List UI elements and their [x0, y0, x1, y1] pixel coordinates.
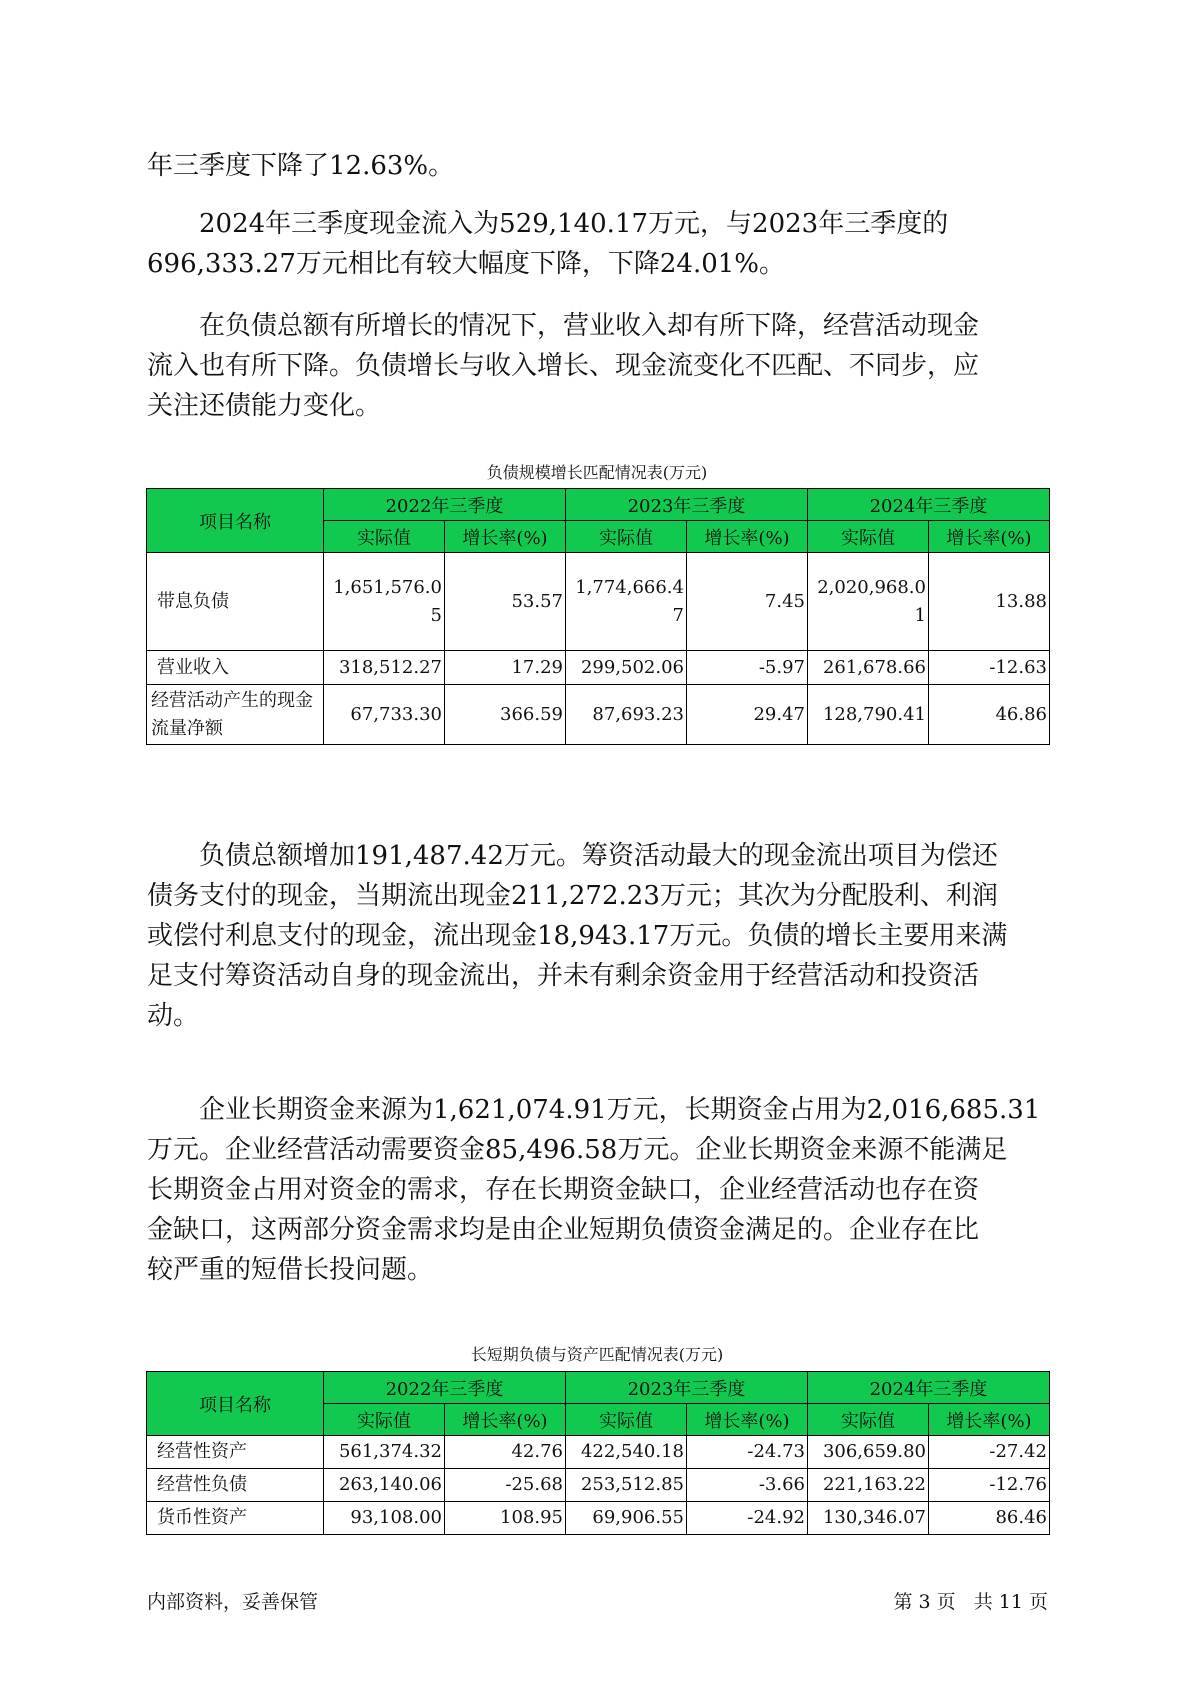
header-actual: 实际值 [566, 1404, 687, 1436]
cell-value: 87,693.23 [566, 685, 687, 745]
cell-value: 130,346.07 [808, 1502, 929, 1535]
header-period: 2022年三季度 [324, 1372, 566, 1404]
paragraph-1 [147, 146, 1047, 186]
cell-value: 2,020,968.01 [808, 553, 929, 651]
paragraph-line: 金缺口，这两部分资金需求均是由企业短期负债资金满足的。企业存在比 [147, 1215, 980, 1245]
cell-value: 108.95 [445, 1502, 566, 1535]
cell-value: 69,906.55 [566, 1502, 687, 1535]
cell-value: -24.92 [687, 1502, 808, 1535]
cell-value: -3.66 [687, 1469, 808, 1502]
debt-growth-table [146, 488, 1050, 745]
table-row [147, 685, 1050, 745]
cell-value: 261,678.66 [808, 651, 929, 685]
paragraph-line: 动。 [147, 1001, 200, 1031]
cell-value: 46.86 [929, 685, 1050, 745]
header-actual: 实际值 [566, 521, 687, 553]
page-number: 第 3 页 共 11 页 [893, 1591, 1048, 1613]
cell-value: -25.68 [445, 1469, 566, 1502]
cell-value: 128,790.41 [808, 685, 929, 745]
paragraph-4 [147, 836, 1047, 1036]
paragraph-line: 在负债总额有所增长的情况下，营业收入却有所下降，经营活动现金 [147, 311, 980, 341]
paragraph-3 [147, 306, 1047, 426]
cell-value: 67,733.30 [324, 685, 445, 745]
header-growth: 增长率(%) [445, 1404, 566, 1436]
row-name: 货币性资产 [147, 1502, 324, 1535]
header-period: 2023年三季度 [566, 489, 808, 521]
paragraph-2 [147, 204, 1047, 284]
paragraph-line: 较严重的短借长投问题。 [147, 1255, 434, 1285]
paragraph-line: 债务支付的现金，当期流出现金211,272.23万元；其次为分配股利、利润 [147, 881, 998, 911]
cell-value: 13.88 [929, 553, 1050, 651]
header-period: 2024年三季度 [808, 489, 1050, 521]
row-name: 带息负债 [147, 553, 324, 651]
paragraph-line: 万元。企业经营活动需要资金85,496.58万元。企业长期资金来源不能满足 [147, 1135, 1008, 1165]
table-row [147, 553, 1050, 651]
cell-value: -12.63 [929, 651, 1050, 685]
table-caption: 负债规模增长匹配情况表(万元) [486, 463, 708, 482]
cell-value: 299,502.06 [566, 651, 687, 685]
cell-value: 561,374.32 [324, 1436, 445, 1469]
row-name: 经营活动产生的现金流量净额 [147, 685, 324, 745]
table-row [147, 1469, 1050, 1502]
cell-value: 253,512.85 [566, 1469, 687, 1502]
footer-note: 内部资料，妥善保管 [147, 1591, 319, 1613]
cell-value: 86.46 [929, 1502, 1050, 1535]
cell-value: -24.73 [687, 1436, 808, 1469]
paragraph-5 [147, 1090, 1047, 1290]
cell-value: 263,140.06 [324, 1469, 445, 1502]
paragraph-line: 负债总额增加191,487.42万元。筹资活动最大的现金流出项目为偿还 [147, 841, 998, 871]
paragraph-line: 2024年三季度现金流入为529,140.17万元，与2023年三季度的 [147, 209, 949, 239]
header-actual: 实际值 [808, 1404, 929, 1436]
paragraph-line: 足支付筹资活动自身的现金流出，并未有剩余资金用于经营活动和投资活 [147, 961, 980, 991]
paragraph-line: 流入也有所下降。负债增长与收入增长、现金流变化不匹配、不同步，应 [147, 351, 980, 381]
cell-value: 1,774,666.47 [566, 553, 687, 651]
header-period: 2024年三季度 [808, 1372, 1050, 1404]
cell-value: 17.29 [445, 651, 566, 685]
paragraph-line: 696,333.27万元相比有较大幅度下降，下降24.01%。 [147, 249, 786, 279]
cell-value: 221,163.22 [808, 1469, 929, 1502]
table-caption: 长短期负债与资产匹配情况表(万元) [470, 1345, 724, 1364]
row-name: 经营性负债 [147, 1469, 324, 1502]
paragraph-line: 年三季度下降了12.63%。 [147, 151, 455, 181]
cell-value: -12.76 [929, 1469, 1050, 1502]
cell-value: 366.59 [445, 685, 566, 745]
cell-value: -27.42 [929, 1436, 1050, 1469]
header-growth: 增长率(%) [687, 521, 808, 553]
cell-value: 422,540.18 [566, 1436, 687, 1469]
cell-value: 53.57 [445, 553, 566, 651]
cell-value: 1,651,576.05 [324, 553, 445, 651]
header-item-name: 项目名称 [147, 1372, 324, 1436]
table-row [147, 651, 1050, 685]
table-row [147, 1436, 1050, 1469]
header-actual: 实际值 [324, 521, 445, 553]
table-row [147, 1502, 1050, 1535]
cell-value: 29.47 [687, 685, 808, 745]
paragraph-line: 关注还债能力变化。 [147, 391, 382, 421]
header-growth: 增长率(%) [687, 1404, 808, 1436]
cell-value: 42.76 [445, 1436, 566, 1469]
header-actual: 实际值 [808, 521, 929, 553]
paragraph-line: 长期资金占用对资金的需求，存在长期资金缺口，企业经营活动也存在资 [147, 1175, 980, 1205]
header-actual: 实际值 [324, 1404, 445, 1436]
cell-value: 318,512.27 [324, 651, 445, 685]
liability-asset-table [146, 1371, 1050, 1535]
header-item-name: 项目名称 [147, 489, 324, 553]
header-growth: 增长率(%) [445, 521, 566, 553]
cell-value: 93,108.00 [324, 1502, 445, 1535]
header-growth: 增长率(%) [929, 521, 1050, 553]
row-name: 经营性资产 [147, 1436, 324, 1469]
header-period: 2023年三季度 [566, 1372, 808, 1404]
cell-value: 306,659.80 [808, 1436, 929, 1469]
cell-value: 7.45 [687, 553, 808, 651]
header-period: 2022年三季度 [324, 489, 566, 521]
header-growth: 增长率(%) [929, 1404, 1050, 1436]
paragraph-line: 企业长期资金来源为1,621,074.91万元，长期资金占用为2,016,685.31 [147, 1095, 1041, 1125]
row-name: 营业收入 [147, 651, 324, 685]
cell-value: -5.97 [687, 651, 808, 685]
paragraph-line: 或偿付利息支付的现金，流出现金18,943.17万元。负债的增长主要用来满 [147, 921, 1008, 951]
